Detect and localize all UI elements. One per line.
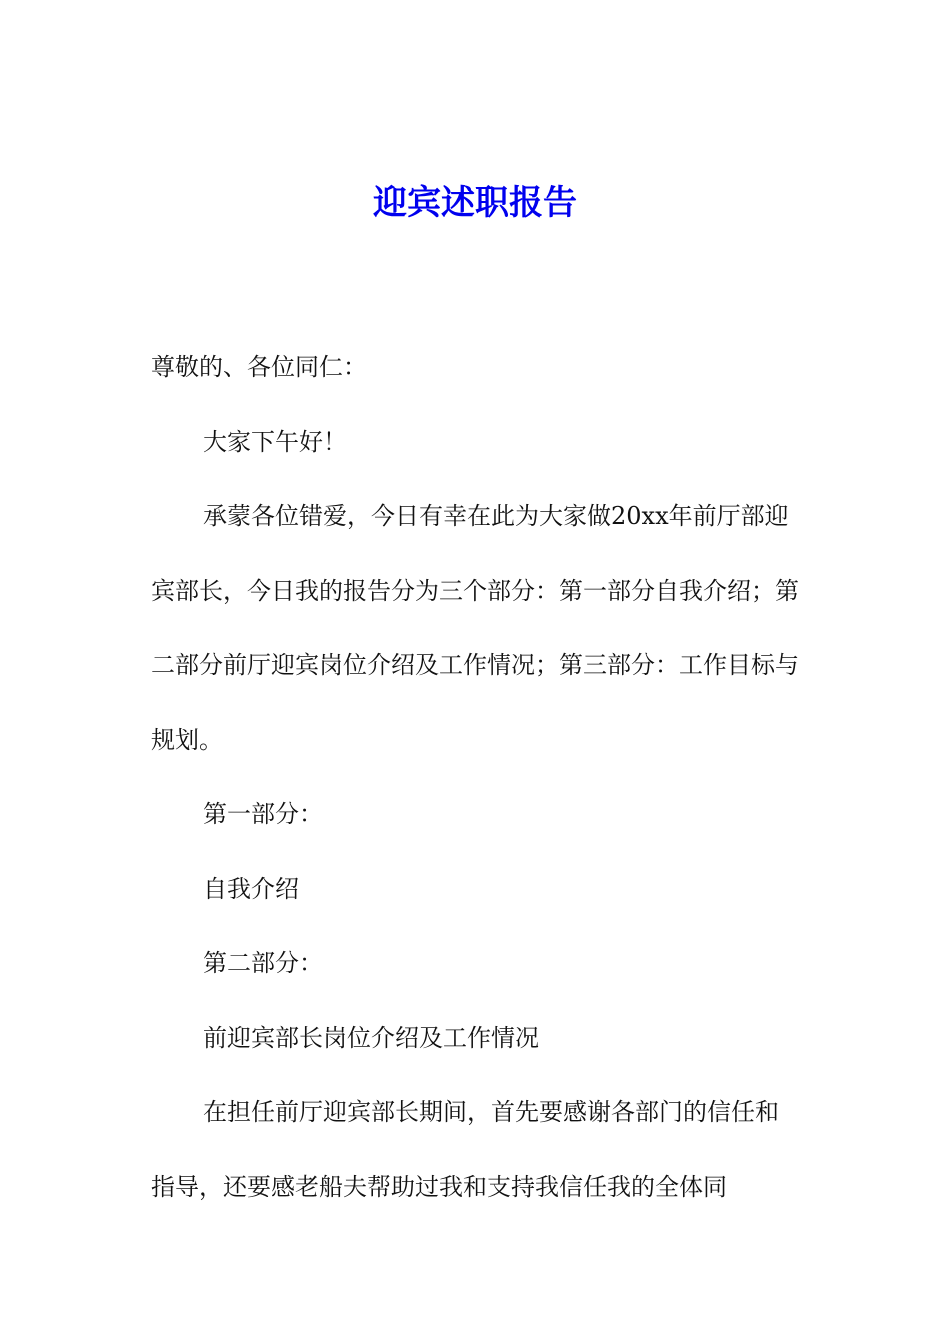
document-title: 迎宾述职报告	[373, 183, 577, 223]
paragraph-salutation: 尊敬的、各位同仁：	[151, 353, 367, 381]
paragraph-part-two-title: 前迎宾部长岗位介绍及工作情况	[203, 1023, 539, 1052]
paragraph-part-one-title: 自我介绍	[203, 874, 299, 903]
paragraph-intro: 承蒙各位错爱，今日有幸在此为大家做20xx年前厅部迎宾部长，今日我的报告分为三个部分：第一部分自我介绍；第二部分前厅迎宾岗位介绍及工作情况；第三部分：工作目标与规划。	[151, 502, 799, 754]
document-body	[151, 330, 801, 1224]
paragraph-body-text: 在担任前厅迎宾部长期间，首先要感谢各部门的信任和指导，还要感老船夫帮助过我和支持我信任我的全体同	[151, 1098, 779, 1201]
paragraph-part-two-heading: 第二部分：	[203, 949, 323, 977]
paragraph-greeting: 大家下午好！	[203, 427, 347, 456]
paragraph-part-one-heading: 第一部分：	[203, 800, 323, 828]
